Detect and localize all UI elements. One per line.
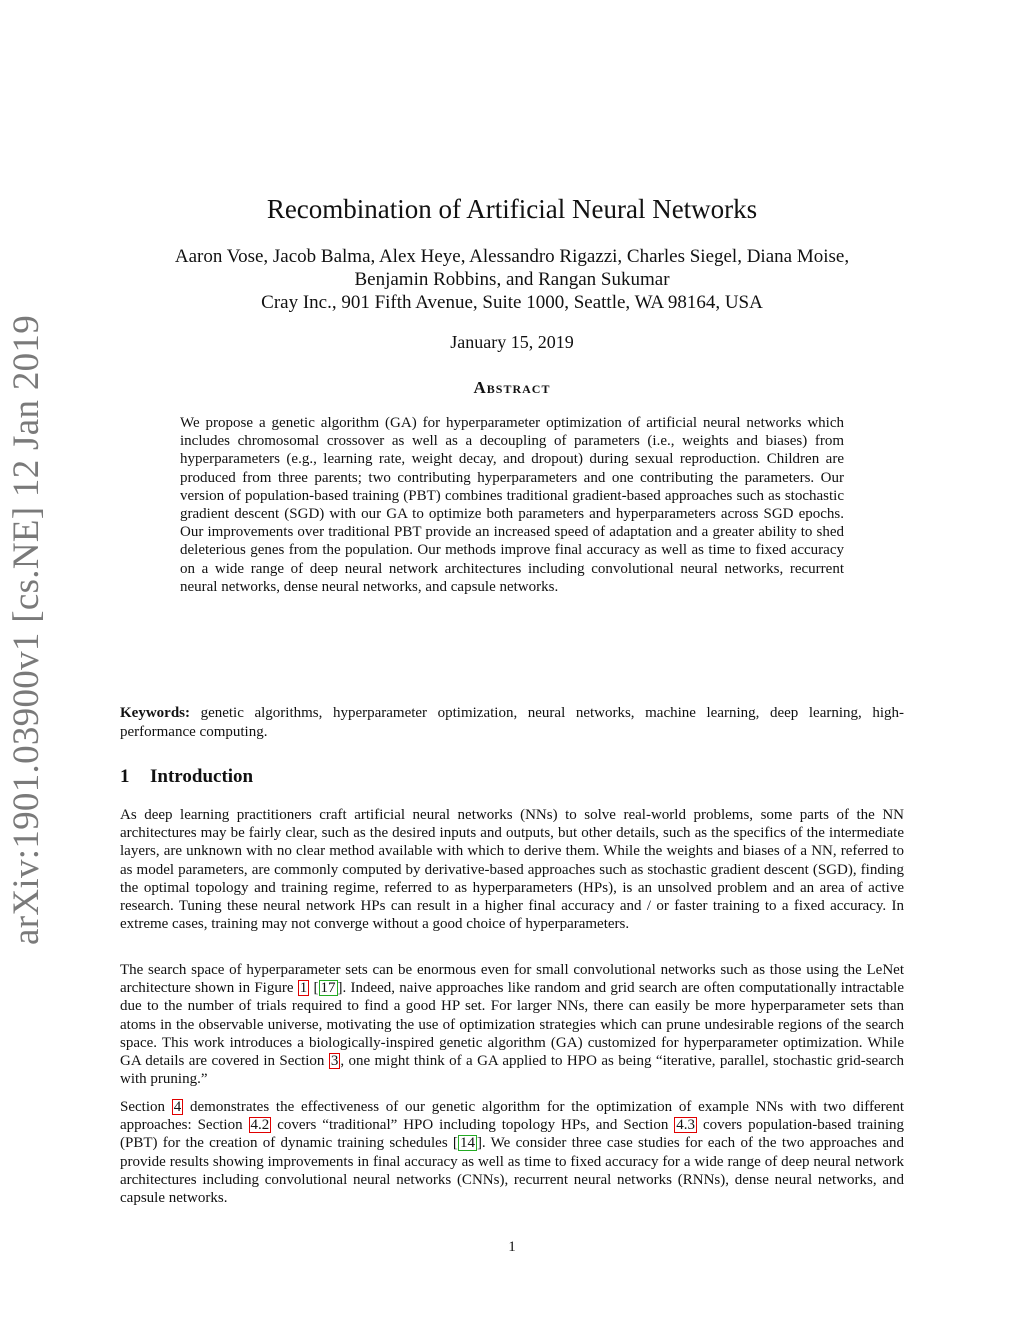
text-run: demonstrates the effectiveness of our genetic algorithm for the optimization of example NNs with two different approaches: Section [120,1099,904,1134]
text-run: ]. Indeed, naive approaches like random and grid search are often computationally intractable due to the number of trials required to find a good HP set. For larger NNs, there can easily be more hyperparameter sets than atoms in the observable universe, motivating the use of optimization strategies which can prune undesirable regions of the search space. This work introduces a biologically-inspired genetic algorithm (GA) customized for hyperparameter optimization. While GA details are covered in Section [120,980,904,1070]
section-link[interactable]: 4.3 [676,1117,696,1134]
paper-date: January 15, 2019 [450,332,574,352]
arxiv-stamp: arXiv:1901.03900v1 [cs.NE] 12 Jan 2019 [6,314,47,945]
paper-title: Recombination of Artificial Neural Networks [266,194,758,224]
intro-paragraph-3 [120,1098,904,1207]
page-number: 1 [508,1239,516,1255]
abstract-heading: Abstract [473,378,551,397]
section-heading-introduction [120,765,253,789]
keywords-text: genetic algorithms, hyperparameter optimization, neural networks, machine learning, deep learning, high-performance computing. [120,705,904,740]
abstract-text: We propose a genetic algorithm (GA) for hyperparameter optimization of artificial neural networks which includes chromosomal crossover as well as a decoupling of parameters (i.e., weights and biases) from hyperparameters (e.g., learning rate, weight decay, and dropout) during sexual reproduction. Children are produced from three parents; two contributing hyperparameters and one contributing the parameters. Our version of population-based training (PBT) combines traditional gradient-based approaches such as stochastic gradient descent (SGD) with our GA to optimize both parameters and hyperparameters across SGD epochs. Our improvements over traditional PBT provide an increased speed of adaptation and a greater ability to shed deleterious genes from the population. Our methods improve final accuracy as well as time to fixed accuracy on a wide range of deep neural network architectures including convolutional neural networks, recurrent neural networks, dense neural networks, and capsule networks. [180,415,844,595]
section-link[interactable]: 3 [330,1053,339,1070]
text-run: ]. We consider three case studies for each of the two approaches and provide results showing improvements in final accuracy as well as time to fixed accuracy for a wide range of deep neural network architectures including convolutional neural networks (CNNs), recurrent neural networks (RNNs), dense neural networks, and capsule networks. [120,1135,905,1207]
section-number: 1 [120,766,130,787]
text-run: [ [309,980,319,997]
text-run: covers population-based training (PBT) for the creation of dynamic training schedules [ [120,1117,904,1152]
figure-link[interactable]: 1 [299,980,308,997]
section-link[interactable]: 4.2 [250,1117,270,1134]
text-run: Section [120,1099,172,1115]
author-line-1: Aaron Vose, Jacob Balma, Alex Heye, Alessandro Rigazzi, Charles Siegel, Diana Moise, [174,246,850,267]
section-title: Introduction [150,766,254,787]
text-run: The search space of hyperparameter sets can be enormous even for small convolutional networks such as those using the LeNet architecture shown in Figure [120,962,904,997]
author-block [0,245,1024,314]
text-run: covers “traditional” HPO including topology HPs, and Section [271,1117,675,1134]
intro-paragraph-2 [120,961,904,1088]
citation-link[interactable]: 17 [320,980,336,997]
author-line-2: Benjamin Robbins, and Rangan Sukumar [354,269,670,290]
affiliation: Cray Inc., 901 Fifth Avenue, Suite 1000, Seattle, WA 98164, USA [261,292,763,313]
citation-link[interactable]: 14 [459,1135,475,1152]
text-run: , one might think of a GA applied to HPO as being “iterative, parallel, stochastic grid-search with pruning.” [120,1053,905,1088]
section-link[interactable]: 4 [173,1099,182,1115]
keywords-label: Keywords: [120,705,190,721]
keywords [120,704,904,741]
intro-paragraph-1: As deep learning practitioners craft artificial neural networks (NNs) to solve real-world problems, some parts of the NN architectures may be fairly clear, such as the desired inputs and outputs, but other details, such as the specifics of the intermediate layers, are unknown with no clear method available with which to derive them. While the weights and biases of a NN, referred to as model parameters, are commonly computed by derivative-based approaches such as stochastic gradient descent (SGD), finding the optimal topology and training regime, referred to as hyperparameters (HPs), is an unsolved problem and an area of active research. Tuning these neural network HPs can result in a higher final accuracy and / or faster training to a fixed accuracy. In extreme cases, training may not converge without a good choice of hyperparameters. [120,807,904,933]
